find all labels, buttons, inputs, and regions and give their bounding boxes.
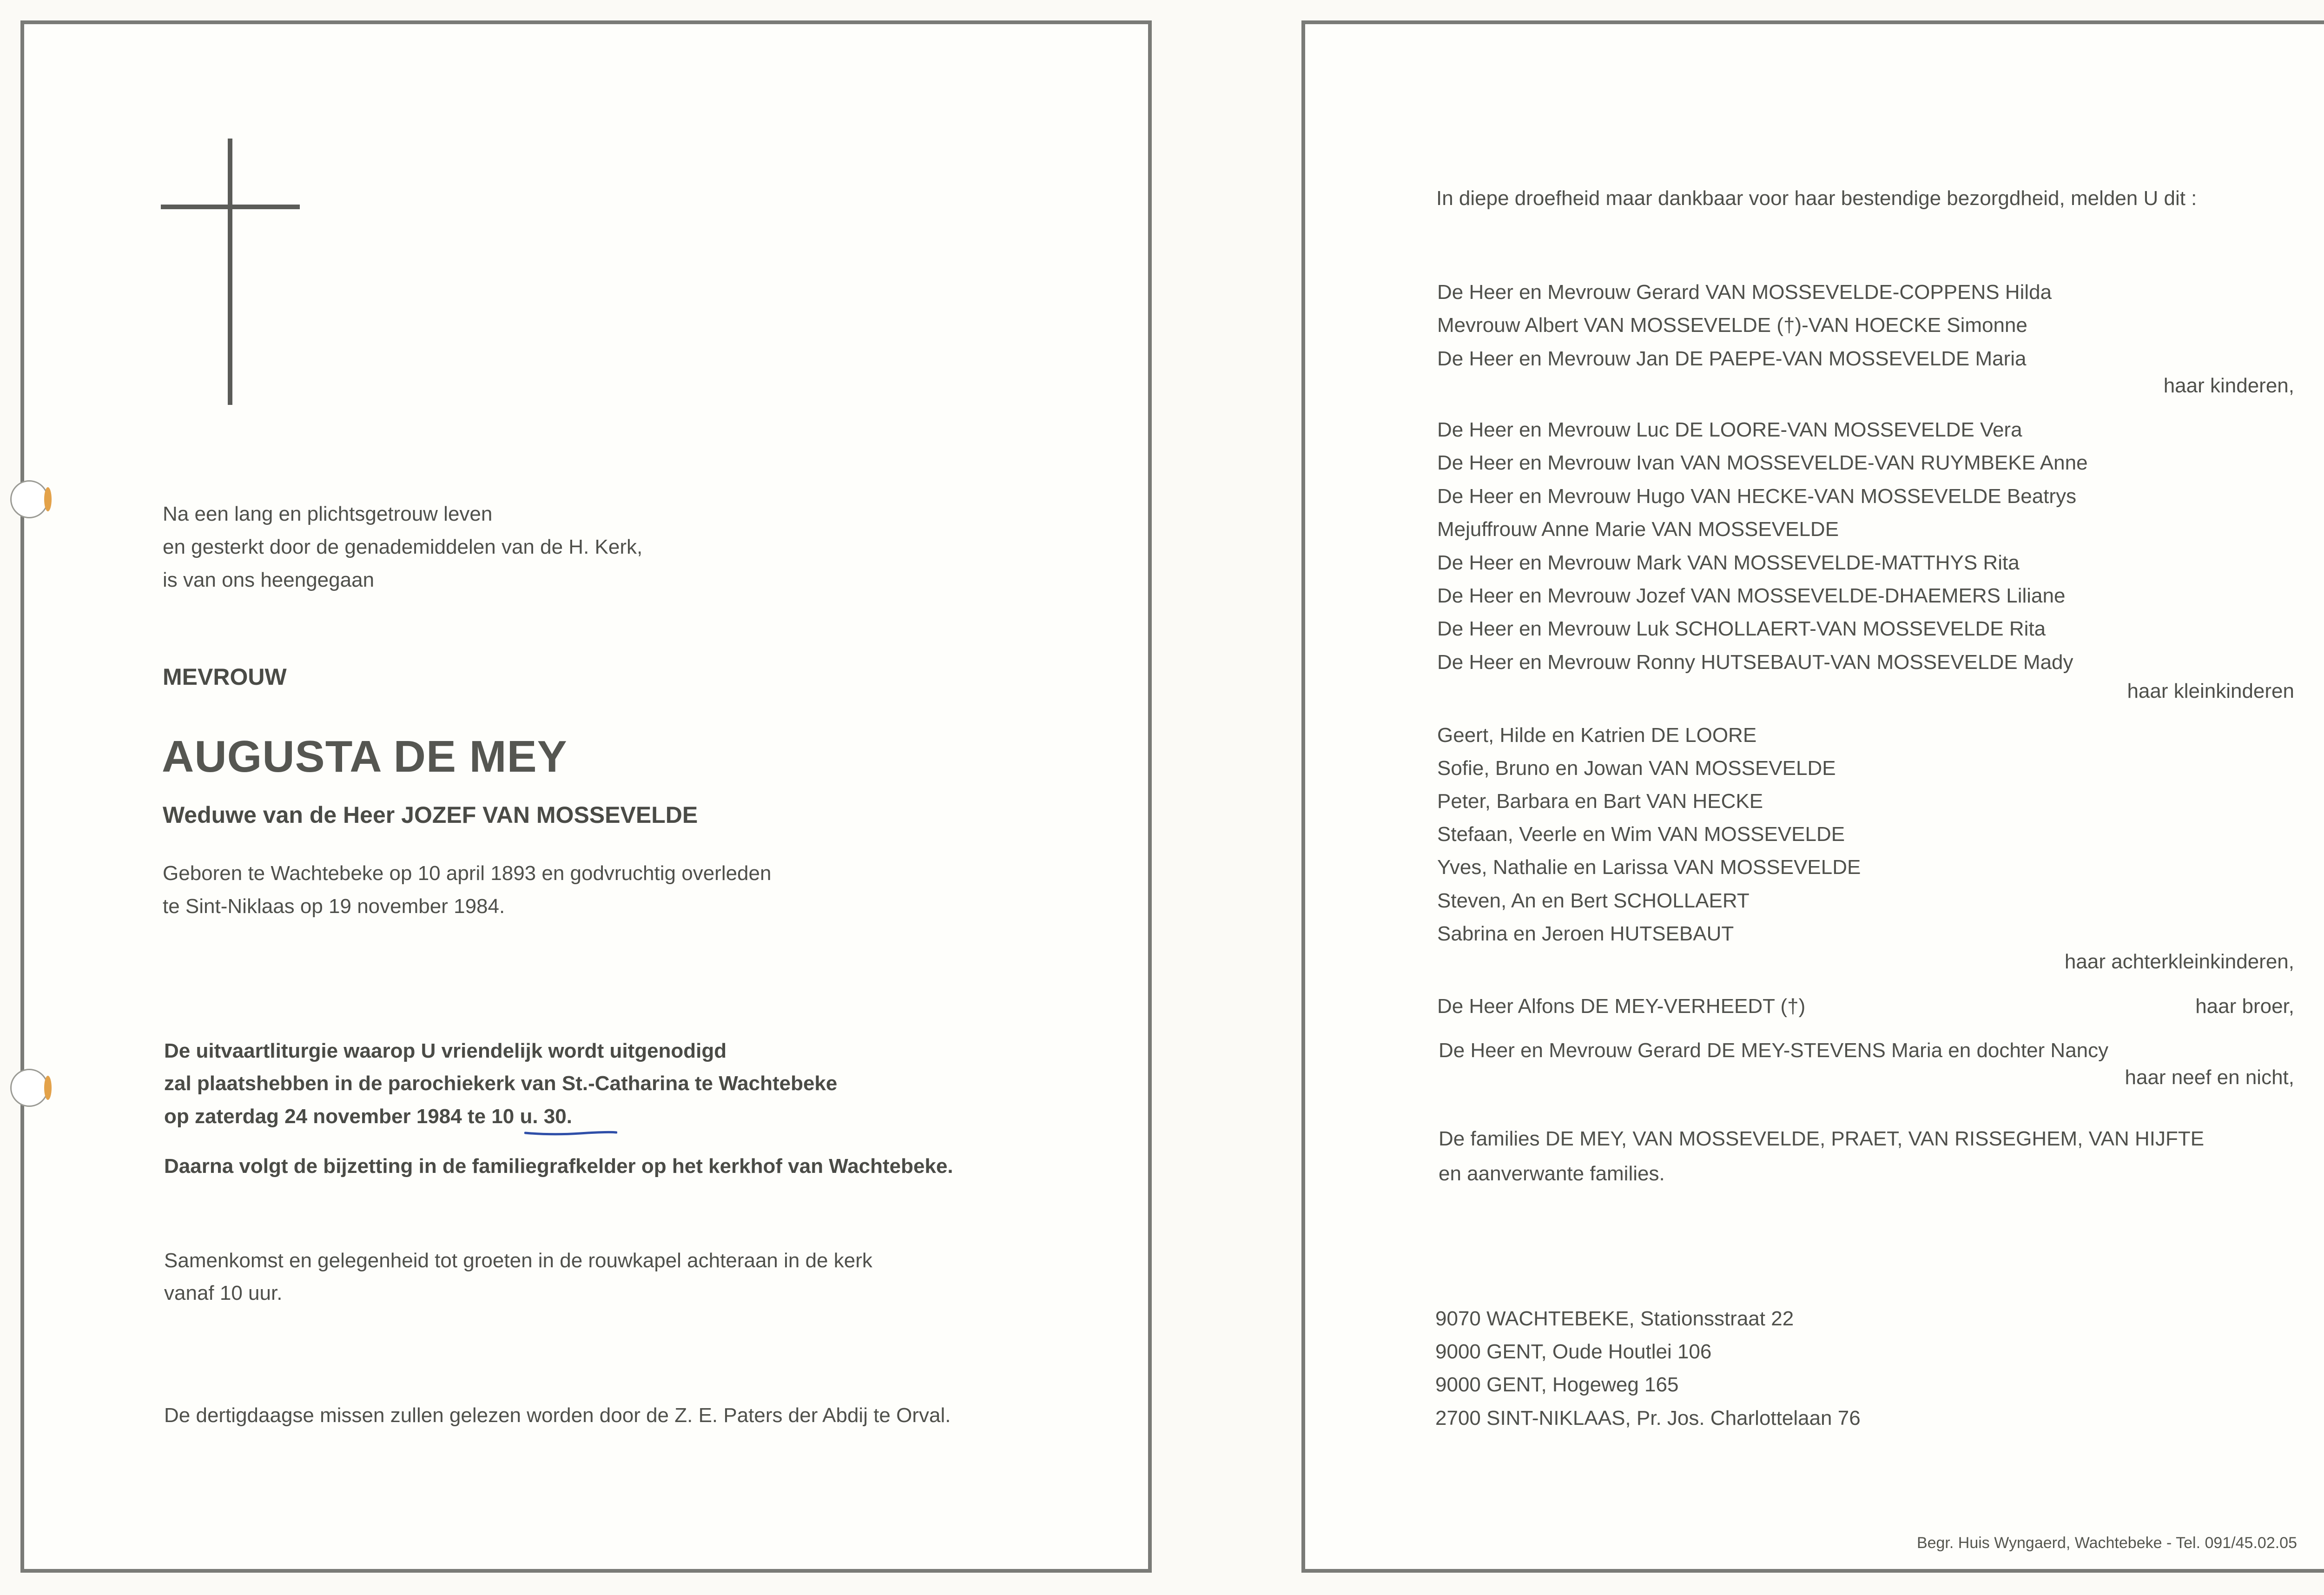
- families-line-1: De families DE MEY, VAN MOSSEVELDE, PRAET, VAN RISSEGHEM, VAN HIJFTE: [1439, 1127, 2205, 1150]
- opening-line: In diepe droefheid maar dankbaar voor haar bestendige bezorgdheid, melden U dit :: [1436, 187, 2197, 210]
- cross-icon-bar: [161, 205, 300, 209]
- nephew-line: De Heer en Mevrouw Gerard DE MEY-STEVENS Maria en dochter Nancy: [1439, 1039, 2109, 1062]
- nephew-label: haar neef en nicht,: [2125, 1066, 2294, 1089]
- grandchild-line-5: De Heer en Mevrouw Mark VAN MOSSEVELDE-MATTHYS Rita: [1437, 551, 2020, 574]
- great-grandchild-line-5: Yves, Nathalie en Larissa VAN MOSSEVELDE: [1437, 856, 1861, 879]
- children-label: haar kinderen,: [2163, 374, 2294, 397]
- brother-line: De Heer Alfons DE MEY-VERHEEDT (†): [1437, 995, 1806, 1018]
- deceased-name: AUGUSTA DE MEY: [162, 732, 568, 781]
- grandchild-line-3: De Heer en Mevrouw Hugo VAN HECKE-VAN MOSSEVELDE Beatrys: [1437, 485, 2077, 508]
- grandchild-line-7: De Heer en Mevrouw Luk SCHOLLAERT-VAN MOSSEVELDE Rita: [1437, 617, 2046, 640]
- pen-underline-mark: [524, 1130, 617, 1136]
- intro-line-1: Na een lang en plichtsgetrouw leven: [163, 503, 493, 525]
- great-grandchildren-label: haar achterkleinkinderen,: [2064, 950, 2294, 973]
- birth-death-line-1: Geboren te Wachtebeke op 10 april 1893 en godvruchtig overleden: [163, 862, 772, 885]
- grandchild-line-4: Mejuffrouw Anne Marie VAN MOSSEVELDE: [1437, 518, 1839, 541]
- child-line-2: Mevrouw Albert VAN MOSSEVELDE (†)-VAN HOECKE Simonne: [1437, 314, 2027, 337]
- widow-line: Weduwe van de Heer JOZEF VAN MOSSEVELDE: [163, 802, 698, 828]
- punch-hole-top: [10, 480, 48, 518]
- great-grandchild-line-2: Sofie, Bruno en Jowan VAN MOSSEVELDE: [1437, 757, 1836, 780]
- child-line-3: De Heer en Mevrouw Jan DE PAEPE-VAN MOSSEVELDE Maria: [1437, 347, 2027, 370]
- grandchild-line-2: De Heer en Mevrouw Ivan VAN MOSSEVELDE-VAN RUYMBEKE Anne: [1437, 451, 2088, 474]
- address-line-3: 9000 GENT, Hogeweg 165: [1435, 1373, 1679, 1396]
- punch-hole-bottom: [10, 1069, 48, 1107]
- great-grandchild-line-6: Steven, An en Bert SCHOLLAERT: [1437, 889, 1750, 912]
- gathering-line-1: Samenkomst en gelegenheid tot groeten in de rouwkapel achteraan in de kerk: [164, 1249, 872, 1272]
- masses-line: De dertigdaagse missen zullen gelezen worden door de Z. E. Paters der Abdij te Orval.: [164, 1404, 951, 1427]
- great-grandchild-line-7: Sabrina en Jeroen HUTSEBAUT: [1437, 922, 1734, 945]
- intro-line-3: is van ons heengegaan: [163, 569, 375, 591]
- grandchild-line-1: De Heer en Mevrouw Luc DE LOORE-VAN MOSSEVELDE Vera: [1437, 418, 2022, 441]
- gathering-line-2: vanaf 10 uur.: [164, 1282, 283, 1304]
- cross-icon: [228, 139, 232, 405]
- address-line-4: 2700 SINT-NIKLAAS, Pr. Jos. Charlottelaan 76: [1435, 1407, 1861, 1430]
- great-grandchild-line-3: Peter, Barbara en Bart VAN HECKE: [1437, 790, 1763, 813]
- funeral-line-4: Daarna volgt de bijzetting in de familiegrafkelder op het kerkhof van Wachtebeke.: [164, 1155, 953, 1178]
- brother-label: haar broer,: [2195, 995, 2294, 1018]
- funeral-line-2: zal plaatshebben in de parochiekerk van St.-Catharina te Wachtebeke: [164, 1072, 838, 1095]
- funeral-home-credit: Begr. Huis Wyngaerd, Wachtebeke - Tel. 091/45.02.05: [1916, 1534, 2297, 1552]
- funeral-line-1: De uitvaartliturgie waarop U vriendelijk wordt uitgenodigd: [164, 1039, 727, 1062]
- title-label: MEVROUW: [163, 664, 287, 690]
- families-line-2: en aanverwante families.: [1439, 1162, 1665, 1185]
- address-line-1: 9070 WACHTEBEKE, Stationsstraat 22: [1435, 1307, 1794, 1330]
- address-line-2: 9000 GENT, Oude Houtlei 106: [1435, 1340, 1712, 1363]
- child-line-1: De Heer en Mevrouw Gerard VAN MOSSEVELDE-COPPENS Hilda: [1437, 281, 2052, 304]
- grandchild-line-6: De Heer en Mevrouw Jozef VAN MOSSEVELDE-DHAEMERS Liliane: [1437, 584, 2066, 607]
- great-grandchild-line-1: Geert, Hilde en Katrien DE LOORE: [1437, 724, 1757, 747]
- grandchildren-label: haar kleinkinderen: [2127, 680, 2294, 702]
- birth-death-line-2: te Sint-Niklaas op 19 november 1984.: [163, 895, 505, 918]
- intro-line-2: en gesterkt door de genademiddelen van de H. Kerk,: [163, 536, 643, 558]
- funeral-line-3: op zaterdag 24 november 1984 te 10 u. 30.: [164, 1105, 572, 1128]
- great-grandchild-line-4: Stefaan, Veerle en Wim VAN MOSSEVELDE: [1437, 823, 1845, 846]
- grandchild-line-8: De Heer en Mevrouw Ronny HUTSEBAUT-VAN MOSSEVELDE Mady: [1437, 651, 2073, 674]
- left-page: [20, 20, 1152, 1573]
